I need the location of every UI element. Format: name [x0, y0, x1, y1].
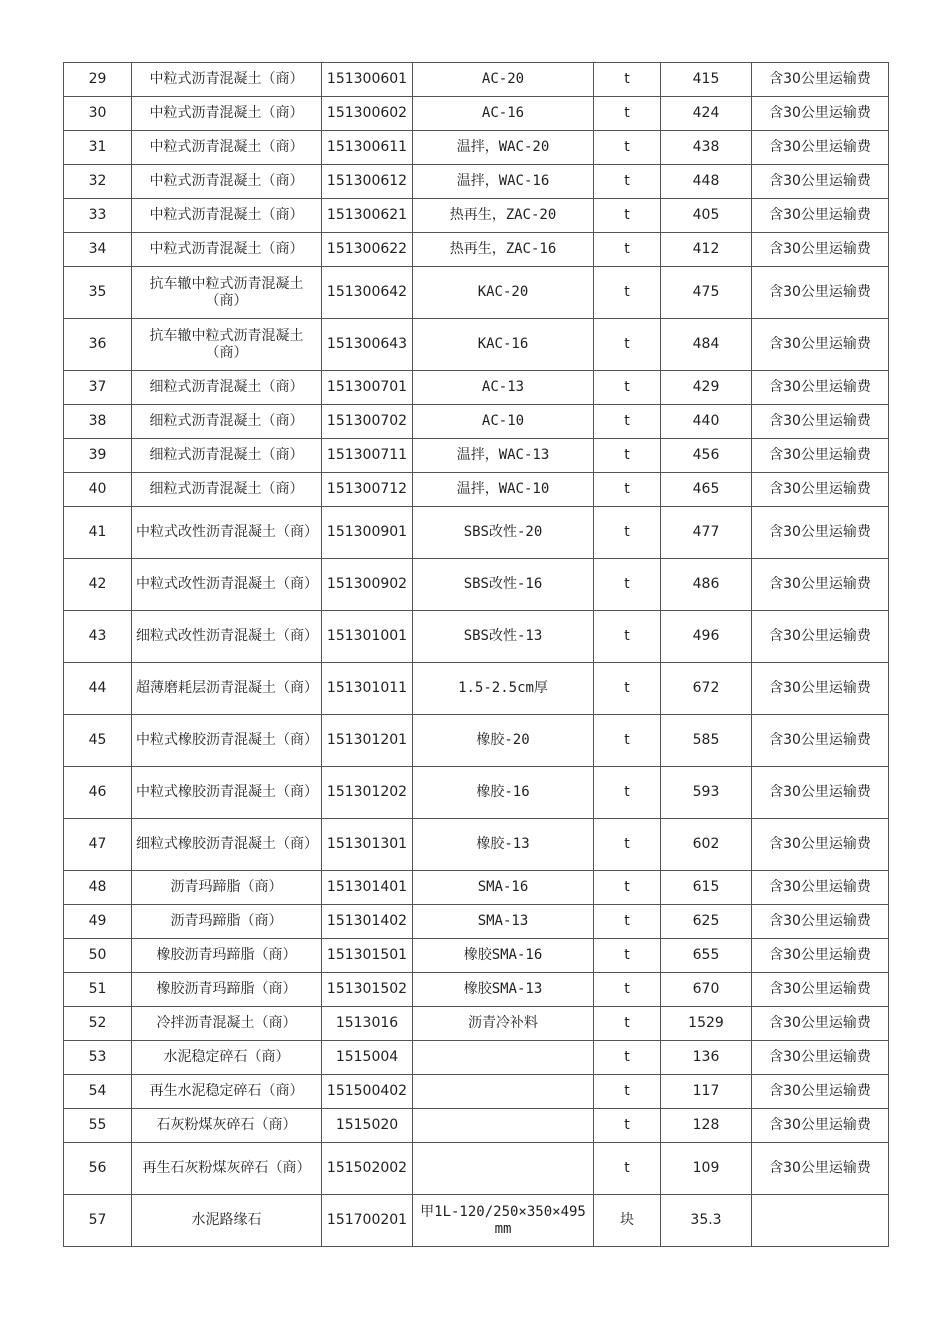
- row-number-cell: 55: [64, 1109, 132, 1143]
- table-row: [64, 267, 889, 319]
- material-code-cell: 1515004: [322, 1041, 413, 1075]
- material-name-cell: 橡胶沥青玛蹄脂（商）: [132, 973, 322, 1007]
- unit-price-cell: 405: [661, 199, 752, 233]
- material-name-cell: 再生石灰粉煤灰碎石（商）: [132, 1143, 322, 1195]
- unit-price-cell: 1529: [661, 1007, 752, 1041]
- table-row: [64, 199, 889, 233]
- material-name-cell: 中粒式改性沥青混凝土（商）: [132, 559, 322, 611]
- specification-cell: 1.5-2.5cm厚: [413, 663, 594, 715]
- specification-cell: AC-10: [413, 405, 594, 439]
- material-name-cell: 冷拌沥青混凝土（商）: [132, 1007, 322, 1041]
- table-row: [64, 905, 889, 939]
- unit-cell: t: [594, 165, 661, 199]
- unit-price-cell: 35.3: [661, 1195, 752, 1247]
- table-row: [64, 473, 889, 507]
- remark-cell: 含30公里运输费: [752, 1075, 889, 1109]
- specification-cell: SBS改性-13: [413, 611, 594, 663]
- material-name-cell: 再生水泥稳定碎石（商）: [132, 1075, 322, 1109]
- unit-cell: t: [594, 663, 661, 715]
- row-number-cell: 53: [64, 1041, 132, 1075]
- unit-cell: t: [594, 233, 661, 267]
- remark-cell: 含30公里运输费: [752, 663, 889, 715]
- unit-price-cell: 615: [661, 871, 752, 905]
- remark-cell: 含30公里运输费: [752, 165, 889, 199]
- unit-cell: t: [594, 371, 661, 405]
- unit-price-cell: 496: [661, 611, 752, 663]
- specification-cell: 热再生，ZAC-16: [413, 233, 594, 267]
- row-number-cell: 52: [64, 1007, 132, 1041]
- material-name-cell: 沥青玛蹄脂（商）: [132, 905, 322, 939]
- unit-price-cell: 440: [661, 405, 752, 439]
- material-code-cell: 151300701: [322, 371, 413, 405]
- specification-cell: [413, 1075, 594, 1109]
- material-name-cell: 细粒式沥青混凝土（商）: [132, 371, 322, 405]
- material-code-cell: 151300712: [322, 473, 413, 507]
- table-row: [64, 663, 889, 715]
- material-name-cell: 中粒式橡胶沥青混凝土（商）: [132, 715, 322, 767]
- row-number-cell: 34: [64, 233, 132, 267]
- row-number-cell: 51: [64, 973, 132, 1007]
- unit-cell: t: [594, 439, 661, 473]
- material-code-cell: 151301011: [322, 663, 413, 715]
- material-name-cell: 中粒式改性沥青混凝土（商）: [132, 507, 322, 559]
- remark-cell: 含30公里运输费: [752, 871, 889, 905]
- table-row: [64, 1007, 889, 1041]
- specification-cell: 温拌，WAC-10: [413, 473, 594, 507]
- material-name-cell: 细粒式沥青混凝土（商）: [132, 439, 322, 473]
- material-name-cell: 中粒式沥青混凝土（商）: [132, 131, 322, 165]
- row-number-cell: 44: [64, 663, 132, 715]
- unit-price-cell: 672: [661, 663, 752, 715]
- row-number-cell: 56: [64, 1143, 132, 1195]
- unit-price-cell: 585: [661, 715, 752, 767]
- specification-cell: [413, 1109, 594, 1143]
- material-code-cell: 151300611: [322, 131, 413, 165]
- material-code-cell: 151300621: [322, 199, 413, 233]
- material-name-cell: 沥青玛蹄脂（商）: [132, 871, 322, 905]
- material-code-cell: 151301301: [322, 819, 413, 871]
- unit-cell: t: [594, 267, 661, 319]
- unit-price-cell: 429: [661, 371, 752, 405]
- material-name-cell: 水泥稳定碎石（商）: [132, 1041, 322, 1075]
- unit-cell: t: [594, 405, 661, 439]
- table-row: [64, 233, 889, 267]
- table-body: [64, 63, 889, 1247]
- remark-cell: 含30公里运输费: [752, 559, 889, 611]
- unit-cell: t: [594, 507, 661, 559]
- remark-cell: 含30公里运输费: [752, 131, 889, 165]
- unit-price-cell: 412: [661, 233, 752, 267]
- row-number-cell: 32: [64, 165, 132, 199]
- row-number-cell: 35: [64, 267, 132, 319]
- row-number-cell: 31: [64, 131, 132, 165]
- unit-cell: t: [594, 63, 661, 97]
- remark-cell: 含30公里运输费: [752, 233, 889, 267]
- unit-cell: t: [594, 767, 661, 819]
- remark-cell: 含30公里运输费: [752, 439, 889, 473]
- remark-cell: 含30公里运输费: [752, 973, 889, 1007]
- unit-cell: t: [594, 473, 661, 507]
- row-number-cell: 40: [64, 473, 132, 507]
- unit-price-cell: 465: [661, 473, 752, 507]
- specification-cell: SBS改性-20: [413, 507, 594, 559]
- material-name-cell: 水泥路缘石: [132, 1195, 322, 1247]
- table-row: [64, 973, 889, 1007]
- unit-price-cell: 415: [661, 63, 752, 97]
- material-code-cell: 151301201: [322, 715, 413, 767]
- unit-price-cell: 475: [661, 267, 752, 319]
- material-name-cell: 中粒式沥青混凝土（商）: [132, 63, 322, 97]
- material-name-cell: 石灰粉煤灰碎石（商）: [132, 1109, 322, 1143]
- specification-cell: KAC-20: [413, 267, 594, 319]
- row-number-cell: 38: [64, 405, 132, 439]
- material-code-cell: 151301402: [322, 905, 413, 939]
- material-code-cell: 151300643: [322, 319, 413, 371]
- remark-cell: 含30公里运输费: [752, 767, 889, 819]
- unit-price-cell: 484: [661, 319, 752, 371]
- row-number-cell: 50: [64, 939, 132, 973]
- material-code-cell: 151301501: [322, 939, 413, 973]
- unit-cell: t: [594, 871, 661, 905]
- unit-price-cell: 438: [661, 131, 752, 165]
- table-row: [64, 371, 889, 405]
- specification-cell: 温拌，WAC-20: [413, 131, 594, 165]
- table-row: [64, 559, 889, 611]
- specification-cell: AC-20: [413, 63, 594, 97]
- unit-cell: t: [594, 905, 661, 939]
- remark-cell: 含30公里运输费: [752, 473, 889, 507]
- table-row: [64, 1143, 889, 1195]
- remark-cell: 含30公里运输费: [752, 611, 889, 663]
- material-code-cell: 1513016: [322, 1007, 413, 1041]
- specification-cell: SMA-13: [413, 905, 594, 939]
- specification-cell: AC-13: [413, 371, 594, 405]
- row-number-cell: 42: [64, 559, 132, 611]
- unit-price-cell: 448: [661, 165, 752, 199]
- material-code-cell: 151301001: [322, 611, 413, 663]
- remark-cell: 含30公里运输费: [752, 715, 889, 767]
- unit-cell: t: [594, 1041, 661, 1075]
- specification-cell: 橡胶SMA-13: [413, 973, 594, 1007]
- table-row: [64, 611, 889, 663]
- price-table: [63, 62, 889, 1247]
- row-number-cell: 37: [64, 371, 132, 405]
- remark-cell: 含30公里运输费: [752, 267, 889, 319]
- material-code-cell: 151300901: [322, 507, 413, 559]
- material-name-cell: 超薄磨耗层沥青混凝土（商）: [132, 663, 322, 715]
- row-number-cell: 41: [64, 507, 132, 559]
- unit-cell: t: [594, 319, 661, 371]
- unit-cell: t: [594, 819, 661, 871]
- unit-price-cell: 655: [661, 939, 752, 973]
- material-name-cell: 橡胶沥青玛蹄脂（商）: [132, 939, 322, 973]
- material-code-cell: 151300602: [322, 97, 413, 131]
- remark-cell: 含30公里运输费: [752, 905, 889, 939]
- remark-cell: 含30公里运输费: [752, 1143, 889, 1195]
- material-name-cell: 中粒式沥青混凝土（商）: [132, 233, 322, 267]
- row-number-cell: 54: [64, 1075, 132, 1109]
- material-name-cell: 细粒式沥青混凝土（商）: [132, 405, 322, 439]
- row-number-cell: 39: [64, 439, 132, 473]
- material-name-cell: 抗车辙中粒式沥青混凝土（商）: [132, 267, 322, 319]
- table-row: [64, 507, 889, 559]
- unit-price-cell: 109: [661, 1143, 752, 1195]
- row-number-cell: 30: [64, 97, 132, 131]
- specification-cell: 热再生，ZAC-20: [413, 199, 594, 233]
- remark-cell: 含30公里运输费: [752, 199, 889, 233]
- unit-price-cell: 424: [661, 97, 752, 131]
- remark-cell: 含30公里运输费: [752, 1007, 889, 1041]
- remark-cell: 含30公里运输费: [752, 63, 889, 97]
- remark-cell: 含30公里运输费: [752, 819, 889, 871]
- material-code-cell: 151300711: [322, 439, 413, 473]
- unit-cell: 块: [594, 1195, 661, 1247]
- material-code-cell: 151301202: [322, 767, 413, 819]
- specification-cell: 温拌，WAC-16: [413, 165, 594, 199]
- material-code-cell: 151700201: [322, 1195, 413, 1247]
- table-row: [64, 439, 889, 473]
- specification-cell: 橡胶-16: [413, 767, 594, 819]
- table-row: [64, 131, 889, 165]
- specification-cell: [413, 1041, 594, 1075]
- remark-cell: 含30公里运输费: [752, 371, 889, 405]
- remark-cell: 含30公里运输费: [752, 97, 889, 131]
- material-code-cell: 151300902: [322, 559, 413, 611]
- material-code-cell: 151500402: [322, 1075, 413, 1109]
- table-row: [64, 319, 889, 371]
- table-row: [64, 819, 889, 871]
- table-row: [64, 939, 889, 973]
- row-number-cell: 49: [64, 905, 132, 939]
- remark-cell: 含30公里运输费: [752, 939, 889, 973]
- table-row: [64, 97, 889, 131]
- unit-price-cell: 602: [661, 819, 752, 871]
- table-row: [64, 165, 889, 199]
- unit-cell: t: [594, 131, 661, 165]
- unit-cell: t: [594, 611, 661, 663]
- row-number-cell: 43: [64, 611, 132, 663]
- table-row: [64, 715, 889, 767]
- material-name-cell: 中粒式橡胶沥青混凝土（商）: [132, 767, 322, 819]
- specification-cell: KAC-16: [413, 319, 594, 371]
- table-row: [64, 1041, 889, 1075]
- unit-cell: t: [594, 1109, 661, 1143]
- row-number-cell: 47: [64, 819, 132, 871]
- material-code-cell: 151300612: [322, 165, 413, 199]
- row-number-cell: 29: [64, 63, 132, 97]
- specification-cell: 橡胶-20: [413, 715, 594, 767]
- material-name-cell: 细粒式橡胶沥青混凝土（商）: [132, 819, 322, 871]
- unit-price-cell: 128: [661, 1109, 752, 1143]
- unit-price-cell: 456: [661, 439, 752, 473]
- unit-cell: t: [594, 1007, 661, 1041]
- material-code-cell: 151300622: [322, 233, 413, 267]
- table-row: [64, 1075, 889, 1109]
- material-name-cell: 中粒式沥青混凝土（商）: [132, 199, 322, 233]
- unit-cell: t: [594, 1143, 661, 1195]
- remark-cell: [752, 1195, 889, 1247]
- specification-cell: SMA-16: [413, 871, 594, 905]
- material-code-cell: 151502002: [322, 1143, 413, 1195]
- specification-cell: [413, 1143, 594, 1195]
- row-number-cell: 48: [64, 871, 132, 905]
- specification-cell: 橡胶SMA-16: [413, 939, 594, 973]
- unit-price-cell: 625: [661, 905, 752, 939]
- material-code-cell: 1515020: [322, 1109, 413, 1143]
- unit-price-cell: 486: [661, 559, 752, 611]
- unit-cell: t: [594, 939, 661, 973]
- unit-cell: t: [594, 973, 661, 1007]
- remark-cell: 含30公里运输费: [752, 405, 889, 439]
- specification-cell: 沥青冷补料: [413, 1007, 594, 1041]
- material-code-cell: 151301401: [322, 871, 413, 905]
- row-number-cell: 33: [64, 199, 132, 233]
- table-row: [64, 1195, 889, 1247]
- remark-cell: 含30公里运输费: [752, 507, 889, 559]
- remark-cell: 含30公里运输费: [752, 1041, 889, 1075]
- row-number-cell: 36: [64, 319, 132, 371]
- remark-cell: 含30公里运输费: [752, 319, 889, 371]
- table-row: [64, 767, 889, 819]
- material-code-cell: 151300702: [322, 405, 413, 439]
- specification-cell: 甲1L-120/250×350×495mm: [413, 1195, 594, 1247]
- row-number-cell: 57: [64, 1195, 132, 1247]
- material-code-cell: 151300642: [322, 267, 413, 319]
- material-code-cell: 151301502: [322, 973, 413, 1007]
- row-number-cell: 46: [64, 767, 132, 819]
- unit-price-cell: 477: [661, 507, 752, 559]
- table-row: [64, 1109, 889, 1143]
- table-row: [64, 405, 889, 439]
- material-name-cell: 细粒式沥青混凝土（商）: [132, 473, 322, 507]
- material-name-cell: 中粒式沥青混凝土（商）: [132, 165, 322, 199]
- unit-cell: t: [594, 97, 661, 131]
- unit-cell: t: [594, 1075, 661, 1109]
- material-name-cell: 细粒式改性沥青混凝土（商）: [132, 611, 322, 663]
- unit-price-cell: 117: [661, 1075, 752, 1109]
- material-name-cell: 抗车辙中粒式沥青混凝土（商）: [132, 319, 322, 371]
- material-name-cell: 中粒式沥青混凝土（商）: [132, 97, 322, 131]
- table-row: [64, 63, 889, 97]
- remark-cell: 含30公里运输费: [752, 1109, 889, 1143]
- unit-cell: t: [594, 715, 661, 767]
- specification-cell: AC-16: [413, 97, 594, 131]
- specification-cell: SBS改性-16: [413, 559, 594, 611]
- unit-price-cell: 670: [661, 973, 752, 1007]
- specification-cell: 温拌，WAC-13: [413, 439, 594, 473]
- table-row: [64, 871, 889, 905]
- unit-price-cell: 593: [661, 767, 752, 819]
- unit-price-cell: 136: [661, 1041, 752, 1075]
- material-code-cell: 151300601: [322, 63, 413, 97]
- row-number-cell: 45: [64, 715, 132, 767]
- unit-cell: t: [594, 559, 661, 611]
- specification-cell: 橡胶-13: [413, 819, 594, 871]
- unit-cell: t: [594, 199, 661, 233]
